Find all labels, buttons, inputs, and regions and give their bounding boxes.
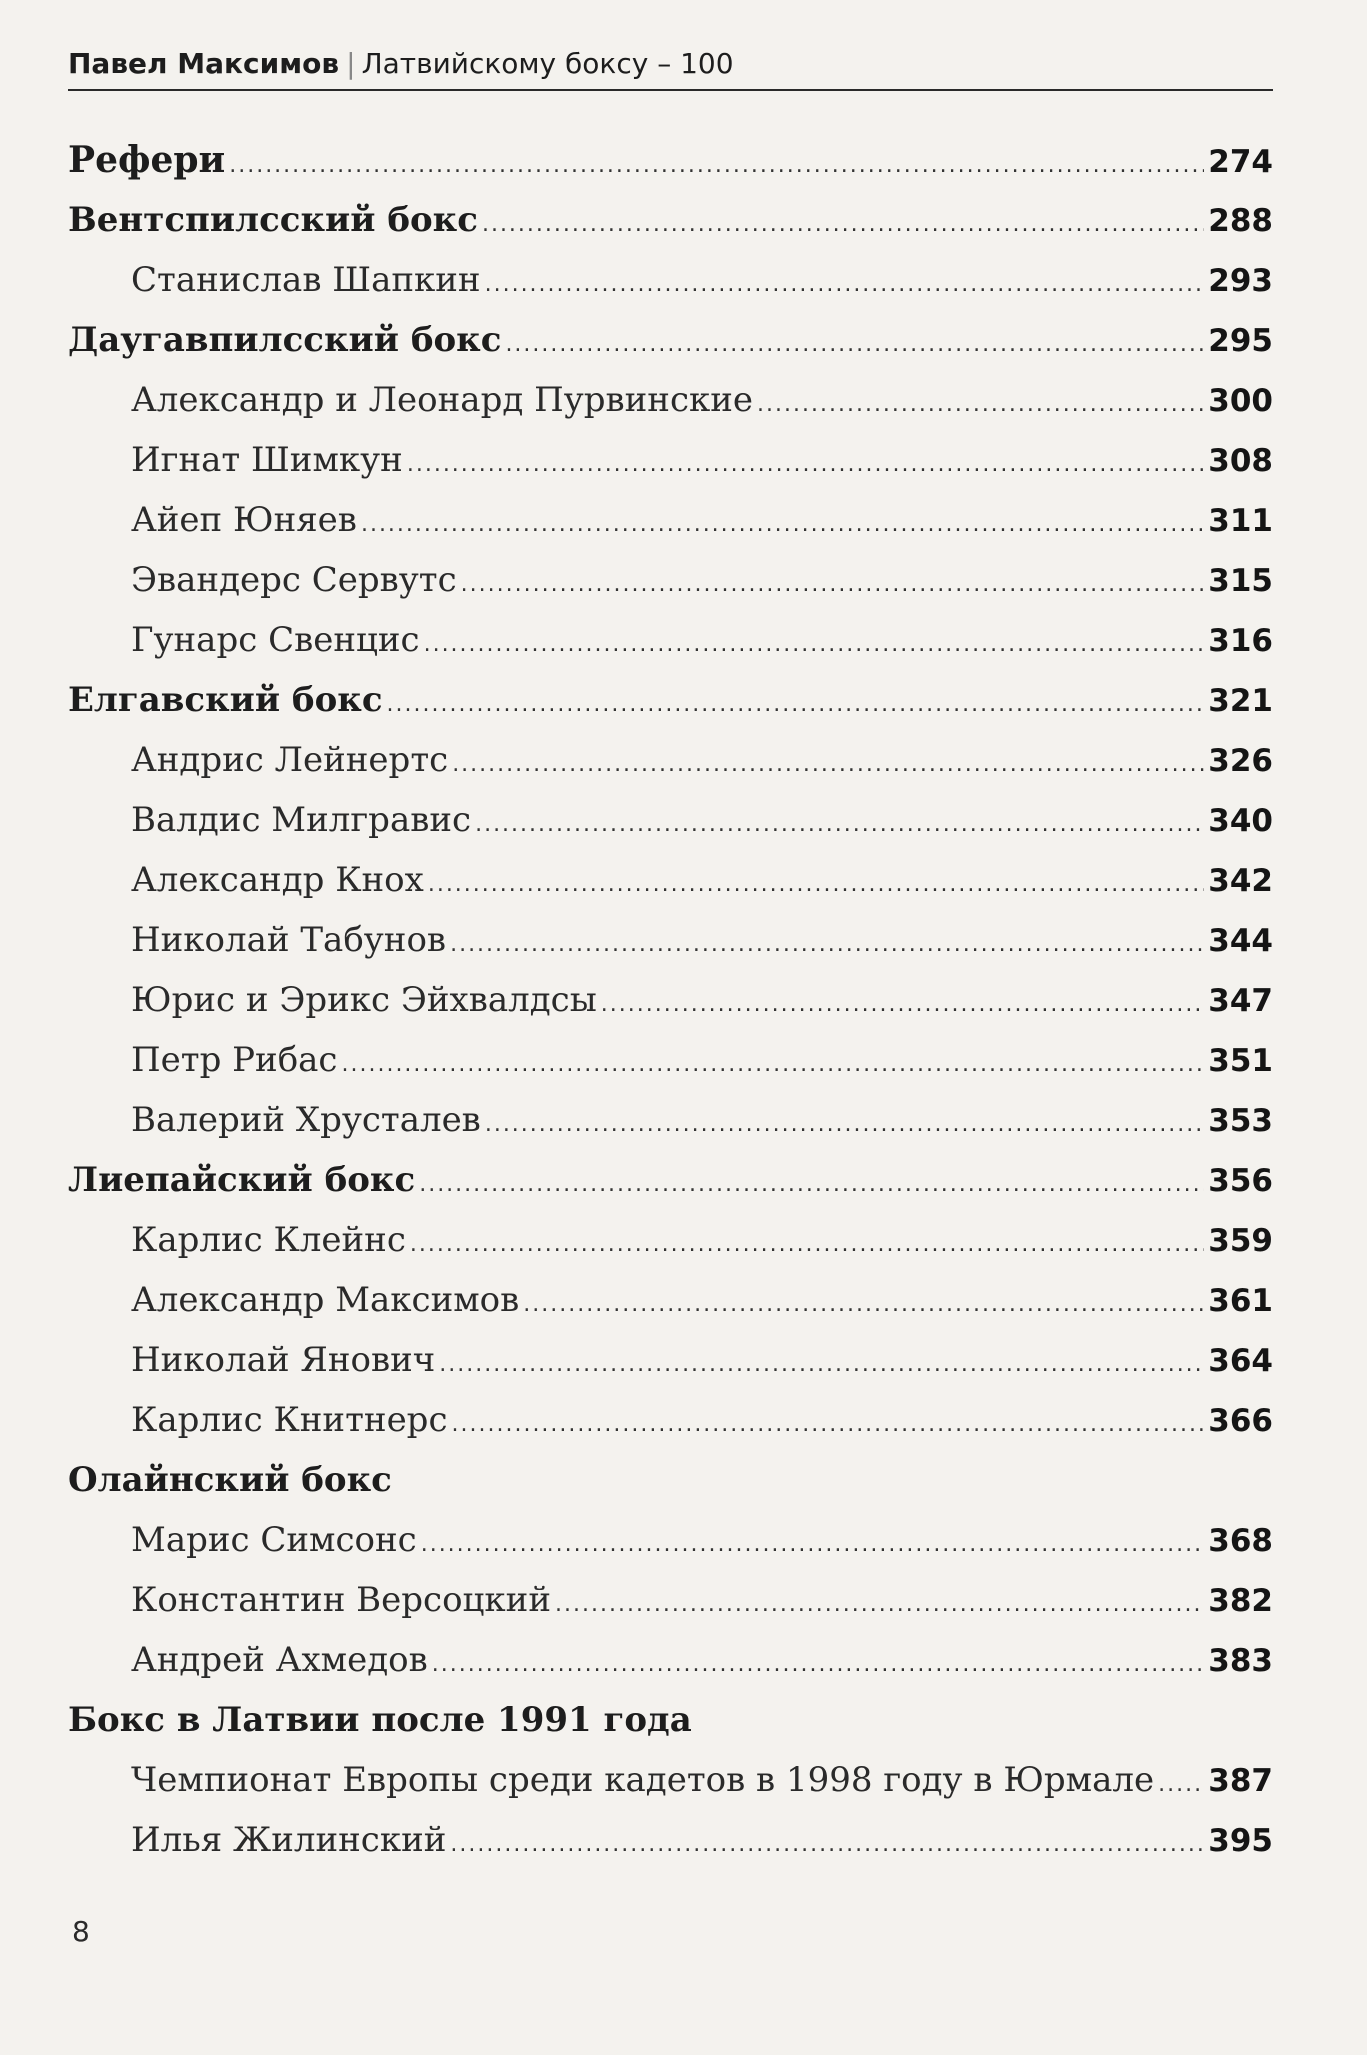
toc-subentry xyxy=(68,490,1273,550)
toc-subentry xyxy=(68,610,1273,670)
toc-section-entry xyxy=(68,1150,1273,1210)
toc-subentry xyxy=(68,1810,1273,1870)
toc-section-entry xyxy=(68,670,1273,730)
toc-subentry xyxy=(68,790,1273,850)
dot-leader xyxy=(229,136,1204,196)
toc-subentry xyxy=(68,430,1273,490)
toc-subentry xyxy=(68,1090,1273,1150)
toc-page-number: 347 xyxy=(1208,983,1273,1019)
dot-leader xyxy=(450,915,1204,975)
toc-entry-title: Даугавпилсский бокс xyxy=(68,320,502,360)
toc-entry-title: Вентспилсский бокс xyxy=(68,200,478,240)
toc-page-number: 308 xyxy=(1208,443,1273,479)
toc-page-number: 274 xyxy=(1208,144,1273,180)
toc-entry-title: Александр Кнох xyxy=(131,860,424,900)
dot-leader xyxy=(452,1395,1205,1455)
toc-entry-title: Бокс в Латвии после 1991 года xyxy=(68,1700,692,1740)
book-title: Латвийскому боксу – 100 xyxy=(361,47,734,80)
toc-entry-title: Рефери xyxy=(68,139,226,181)
toc-page-number: 315 xyxy=(1208,563,1273,599)
header-separator: | xyxy=(346,47,356,80)
toc-entry-title: Карлис Книтнерс xyxy=(131,1400,448,1440)
dot-leader xyxy=(452,735,1204,795)
toc-page-number: 395 xyxy=(1208,1823,1273,1859)
toc-subentry xyxy=(68,1750,1273,1810)
toc-page-number: 356 xyxy=(1208,1163,1273,1199)
author-name: Павел Максимов xyxy=(68,47,340,80)
toc-entry-title: Александр и Леонард Пурвинские xyxy=(131,380,754,420)
toc-subentry xyxy=(68,1330,1273,1390)
dot-leader xyxy=(439,1335,1204,1395)
dot-leader xyxy=(523,1275,1204,1335)
toc-entry-title: Александр Максимов xyxy=(131,1280,520,1320)
toc-page-number: 288 xyxy=(1208,203,1273,239)
toc-entry-title: Андрис Лейнертс xyxy=(131,740,449,780)
toc-page-number: 340 xyxy=(1208,803,1273,839)
toc-subentry xyxy=(68,1390,1273,1450)
toc-entry-title: Лиепайский бокс xyxy=(68,1160,416,1200)
toc-entry-title: Николай Янович xyxy=(131,1340,436,1380)
dot-leader xyxy=(475,795,1204,855)
toc-subentry xyxy=(68,1030,1273,1090)
dot-leader xyxy=(482,195,1204,255)
toc-entry-title: Игнат Шимкун xyxy=(131,440,403,480)
header-rule xyxy=(68,89,1273,91)
toc-section-entry xyxy=(68,1690,1273,1750)
toc-subentry xyxy=(68,850,1273,910)
dot-leader xyxy=(485,1095,1204,1155)
dot-leader xyxy=(1158,1755,1204,1815)
toc-subentry xyxy=(68,730,1273,790)
toc-section-entry xyxy=(68,310,1273,370)
toc-subentry xyxy=(68,1630,1273,1690)
toc-entry-title: Олайнский бокс xyxy=(68,1460,392,1500)
toc-section-entry xyxy=(68,1450,1273,1510)
toc-entry-title: Николай Табунов xyxy=(131,920,447,960)
dot-leader xyxy=(505,315,1204,375)
dot-leader xyxy=(601,975,1205,1035)
toc-subentry xyxy=(68,250,1273,310)
dot-leader xyxy=(461,555,1205,615)
dot-leader xyxy=(432,1635,1205,1695)
toc-section-entry xyxy=(68,130,1273,190)
table-of-contents xyxy=(68,130,1273,1870)
dot-leader xyxy=(421,1515,1205,1575)
toc-page-number: 316 xyxy=(1208,623,1273,659)
dot-leader xyxy=(387,675,1205,735)
dot-leader xyxy=(419,1155,1204,1215)
toc-page-number: 351 xyxy=(1208,1043,1273,1079)
toc-entry-title: Айеп Юняев xyxy=(131,500,357,540)
toc-page-number: 353 xyxy=(1208,1103,1273,1139)
dot-leader xyxy=(410,1215,1204,1275)
toc-page-number: 321 xyxy=(1208,683,1273,719)
toc-entry-title: Эвандерс Сервутс xyxy=(131,560,457,600)
toc-page-number: 311 xyxy=(1208,503,1273,539)
toc-entry-title: Петр Рибас xyxy=(131,1040,338,1080)
toc-page-number: 342 xyxy=(1208,863,1273,899)
toc-subentry xyxy=(68,1210,1273,1270)
toc-page-number: 300 xyxy=(1208,383,1273,419)
toc-subentry xyxy=(68,370,1273,430)
toc-entry-title: Андрей Ахмедов xyxy=(131,1640,428,1680)
toc-entry-title: Валдис Милгравис xyxy=(131,800,472,840)
toc-page-number: 366 xyxy=(1208,1403,1273,1439)
toc-page-number: 359 xyxy=(1208,1223,1273,1259)
toc-entry-title: Константин Версоцкий xyxy=(131,1580,551,1620)
toc-entry-title: Юрис и Эрикс Эйхвалдсы xyxy=(131,980,597,1020)
toc-page-number: 295 xyxy=(1208,323,1273,359)
toc-section-entry xyxy=(68,190,1273,250)
toc-subentry xyxy=(68,910,1273,970)
toc-entry-title: Карлис Клейнс xyxy=(131,1220,406,1260)
toc-subentry xyxy=(68,550,1273,610)
toc-page-number: 383 xyxy=(1208,1643,1273,1679)
toc-entry-title: Елгавский бокс xyxy=(68,680,383,720)
dot-leader xyxy=(485,255,1205,315)
dot-leader xyxy=(361,495,1204,555)
toc-page-number: 361 xyxy=(1208,1283,1273,1319)
dot-leader xyxy=(555,1575,1204,1635)
toc-entry-title: Илья Жилинский xyxy=(131,1820,447,1860)
dot-leader xyxy=(450,1815,1204,1875)
toc-subentry xyxy=(68,1570,1273,1630)
toc-entry-title: Марис Симсонс xyxy=(131,1520,417,1560)
toc-entry-title: Гунарс Свенцис xyxy=(131,620,420,660)
toc-page-number: 368 xyxy=(1208,1523,1273,1559)
toc-page-number: 382 xyxy=(1208,1583,1273,1619)
toc-page-number: 344 xyxy=(1208,923,1273,959)
toc-subentry xyxy=(68,970,1273,1030)
dot-leader xyxy=(424,615,1205,675)
toc-subentry xyxy=(68,1270,1273,1330)
dot-leader xyxy=(341,1035,1204,1095)
toc-page-number: 387 xyxy=(1208,1763,1273,1799)
dot-leader xyxy=(428,855,1204,915)
toc-entry-title: Чемпионат Европы среди кадетов в 1998 году в Юрмале xyxy=(131,1760,1155,1800)
page-number: 8 xyxy=(72,1915,90,1948)
dot-leader xyxy=(407,435,1204,495)
toc-page-number: 364 xyxy=(1208,1343,1273,1379)
toc-page-number: 326 xyxy=(1208,743,1273,779)
toc-subentry xyxy=(68,1510,1273,1570)
dot-leader xyxy=(757,375,1204,435)
toc-entry-title: Станислав Шапкин xyxy=(131,260,481,300)
running-head xyxy=(68,44,1273,84)
toc-entry-title: Валерий Хрусталев xyxy=(131,1100,481,1140)
toc-page-number: 293 xyxy=(1208,263,1273,299)
